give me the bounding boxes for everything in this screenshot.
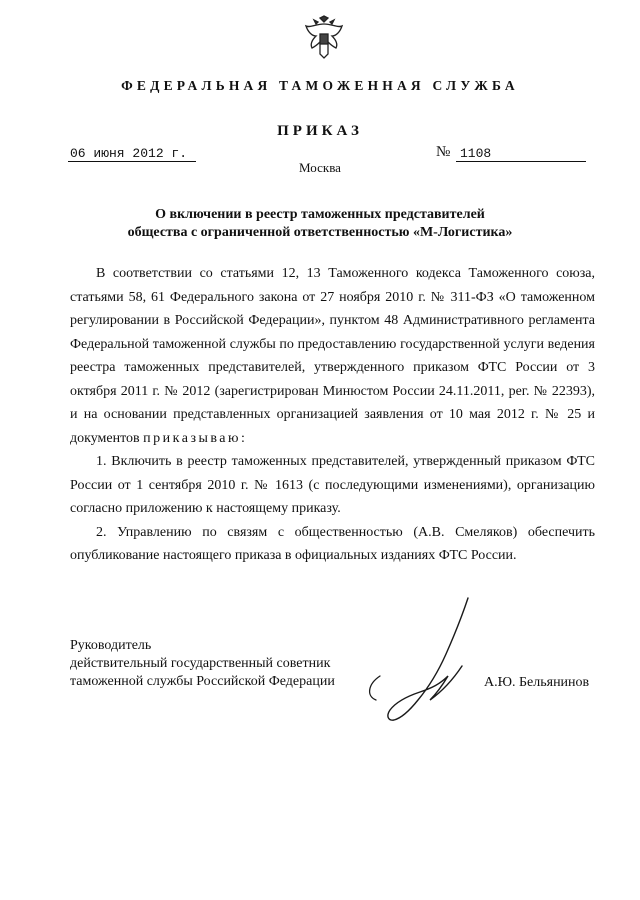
signatory-title (70, 637, 335, 691)
order-title (70, 206, 570, 242)
preamble-paragraph (70, 262, 595, 450)
signatory-line-1: Руководитель (70, 638, 152, 653)
order-word: приказываю: (143, 430, 248, 446)
signatory-name: А.Ю. Бельянинов (484, 675, 590, 690)
order-number: 1108 (460, 146, 492, 161)
signatory-line-2: действительный государственный советник (70, 656, 331, 671)
title-line-2: общества с ограниченной ответственностью «М-Логистика» (127, 225, 513, 240)
number-sign: № (436, 144, 451, 160)
city: Москва (299, 160, 341, 175)
order-body (70, 262, 595, 568)
agency-name: ФЕДЕРАЛЬНАЯ ТАМОЖЕННАЯ СЛУЖБА (121, 78, 519, 93)
item-1: 1. Включить в реестр таможенных представителей, утвержденный приказом ФТС России от 1 сентября 2010 г. № 1613 (с последующими изменениями), организацию согласно приложению к настоящему приказу. (70, 454, 595, 516)
order-date: 06 июня 2012 г. (70, 146, 188, 161)
title-line-1: О включении в реестр таможенных представителей (155, 207, 485, 222)
coat-of-arms-icon (300, 14, 348, 62)
signatory-line-3: таможенной службы Российской Федерации (70, 674, 335, 689)
item-2: 2. Управлению по связям с общественностью (А.В. Смеляков) обеспечить опубликование настоящего приказа в официальных изданиях ФТС России. (70, 524, 595, 563)
document-type: ПРИКАЗ (277, 123, 363, 139)
preamble-text: В соответствии со статьями 12, 13 Таможенного кодекса Таможенного союза, статьями 58, 61 Федерального закона от 27 ноября 2010 г. № 311-ФЗ «О таможенном регулировании в Российской Федерации», пунктом 48 Административного регламента Федеральной таможенной службы по предоставлению государственной услуги ведения реестра таможенных представителей, утвержденного приказом ФТС России от 3 октября 2011 г. № 2012 (зарегистрирован Минюстом России 24.11.2011, рег. № 22393), и на основании представленных организацией заявления от 10 мая 2012 г. № 25 и документов (70, 266, 595, 446)
handwritten-signature-icon (358, 596, 508, 726)
